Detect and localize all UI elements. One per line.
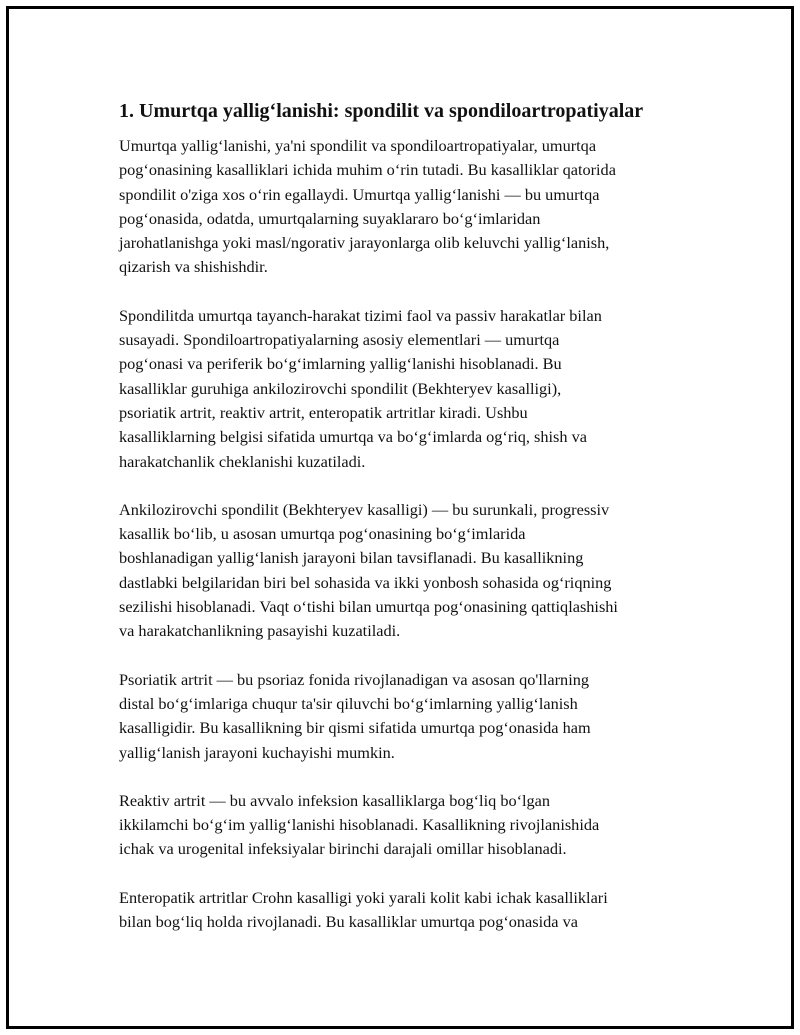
paragraph-enteropatik-artritlar: Enteropatik artritlar Crohn kasalligi yoki yarali kolit kabi ichak kasalliklari bilan bog‘liq holda rivojlanadi. Bu kasalliklar umurtqa pog‘onasida va <box>119 887 608 932</box>
paragraph-reaktiv-artrit: Reaktiv artrit — bu avvalo infeksion kasalliklarga bog‘liq bo‘lgan ikkilamchi bo‘g‘im yallig‘lanishi hisoblanadi. Kasallikning rivojlanishida ichak va urogenital infeksiyalar birinchi darajali omillar hisoblanadi. <box>119 790 600 859</box>
paragraph-intro: Umurtqa yallig‘lanishi, ya'ni spondilit va spondiloartropatiyalar, umurtqa pog‘onasining kasalliklari ichida muhim o‘rin tutadi. Bu kasalliklar qatorida spondilit o'ziga xos o‘rin egallaydi. Umurtqa yallig‘lanishi — bu umurtqa pog‘onasida, odatda, umurtqalarning suyaklararo bo‘g‘imlaridan jarohatlanishga yoki masl/ngorativ jarayonlarga olib keluvchi yallig‘lanish, qizarish va shishishdir. <box>119 136 616 277</box>
paragraph-psoriatik-artrit: Psoriatik artrit — bu psoriaz fonida rivojlanadigan va asosan qo'llarning distal bo‘g‘imlariga chuqur ta'sir qiluvchi bo‘g‘imlarning yallig‘lanish kasalligidir. Bu kasallikning bir qismi sifatida umurtqa pog‘onasida ham yallig‘lanish jarayoni kuchayishi mumkin. <box>119 669 591 762</box>
paragraph-ankilozirovchi-spondilit: Ankilozirovchi spondilit (Bekhteryev kasalligi) — bu surunkali, progressiv kasallik bo‘lib, u asosan umurtqa pog‘onasining bo‘g‘imlarida boshlanadigan yallig‘lanish jarayoni bilan tavsiflanadi. Bu kasallikning dastlabki belgilaridan biri bel sohasida va ikki yonbosh sohasida og‘riqning sezilishi hisoblanadi. Vaqt o‘tishi bilan umurtqa pog‘onasining qattiqlashishi va harakatchanlikning pasayishi kuzatiladi. <box>119 499 618 641</box>
section-heading: 1. Umurtqa yallig‘lanishi: spondilit va spondiloartropatiyalar <box>119 100 644 122</box>
paragraph-spondiloartropatiyalar: Spondilitda umurtqa tayanch-harakat tizimi faol va passiv harakatlar bilan susayadi. Spondiloartropatiyalarning asosiy elementlari — umurtqa pog‘onasi va periferik bo‘g‘imlarning yallig‘lanishi hisoblanadi. Bu kasalliklar guruhiga ankilozirovchi spondilit (Bekhteryev kasalligi), psoriatik artrit, reaktiv artrit, enteropatik artritlar kiradi. Ushbu kasalliklarning belgisi sifatida umurtqa va bo‘g‘imlarda og‘riq, shish va harakatchanlik cheklanishi kuzatiladi. <box>119 305 602 471</box>
document-body <box>119 97 679 958</box>
page-frame <box>6 6 794 1029</box>
